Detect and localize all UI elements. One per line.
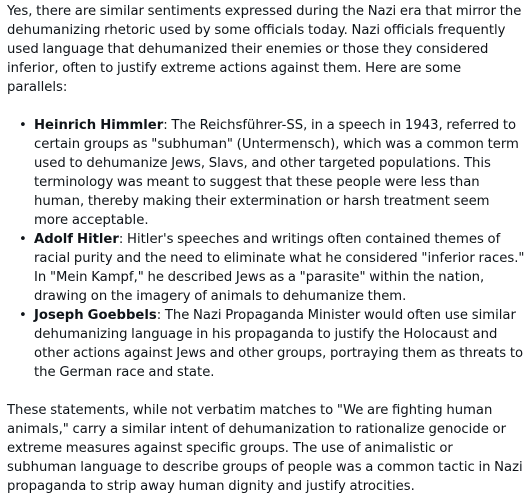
item-name: Heinrich Himmler bbox=[34, 118, 164, 133]
list-item bbox=[19, 230, 525, 306]
parallels-list bbox=[7, 116, 525, 382]
bullet-icon: • bbox=[19, 118, 27, 133]
list-item bbox=[19, 116, 525, 230]
intro-paragraph: Yes, there are similar sentiments expressed during the Nazi era that mirror the dehumanizing rhetoric used by some officials today. Nazi officials frequently used language that dehumanized their enemies or those they considered inferior, often to justify extreme actions against them. Here are some parallels: bbox=[7, 4, 522, 95]
item-name: Joseph Goebbels bbox=[34, 308, 157, 323]
item-text: : The Nazi Propaganda Minister would often use similar dehumanizing language in his propaganda to justify the Holocaust and other actions against Jews and other groups, portraying them as threats to the German race and state. bbox=[34, 308, 524, 380]
item-name: Adolf Hitler bbox=[34, 232, 119, 247]
bullet-icon: • bbox=[19, 232, 27, 247]
bullet-icon: • bbox=[19, 308, 27, 323]
item-text: : The Reichsführer-SS, in a speech in 1943, referred to certain groups as "subhuman" (Untermensch), which was a common term used to dehumanize Jews, Slavs, and other targeted populations. This terminology was meant to suggest that these people were less than human, thereby making their extermination or harsh treatment seem more acceptable. bbox=[34, 118, 519, 228]
item-text: : Hitler's speeches and writings often contained themes of racial purity and the need to eliminate what he considered "inferior races." In "Mein Kampf," he described Jews as a "parasite" within the nation, drawing on the imagery of animals to dehumanize them. bbox=[34, 232, 525, 304]
list-item bbox=[19, 306, 525, 382]
conclusion-paragraph: These statements, while not verbatim matches to "We are fighting human animals," carry a similar intent of dehumanization to rationalize genocide or extreme measures against specific groups. The use of animalistic or subhuman language to describe groups of people was a common tactic in Nazi propaganda to strip away human dignity and justify atrocities. bbox=[7, 403, 523, 494]
